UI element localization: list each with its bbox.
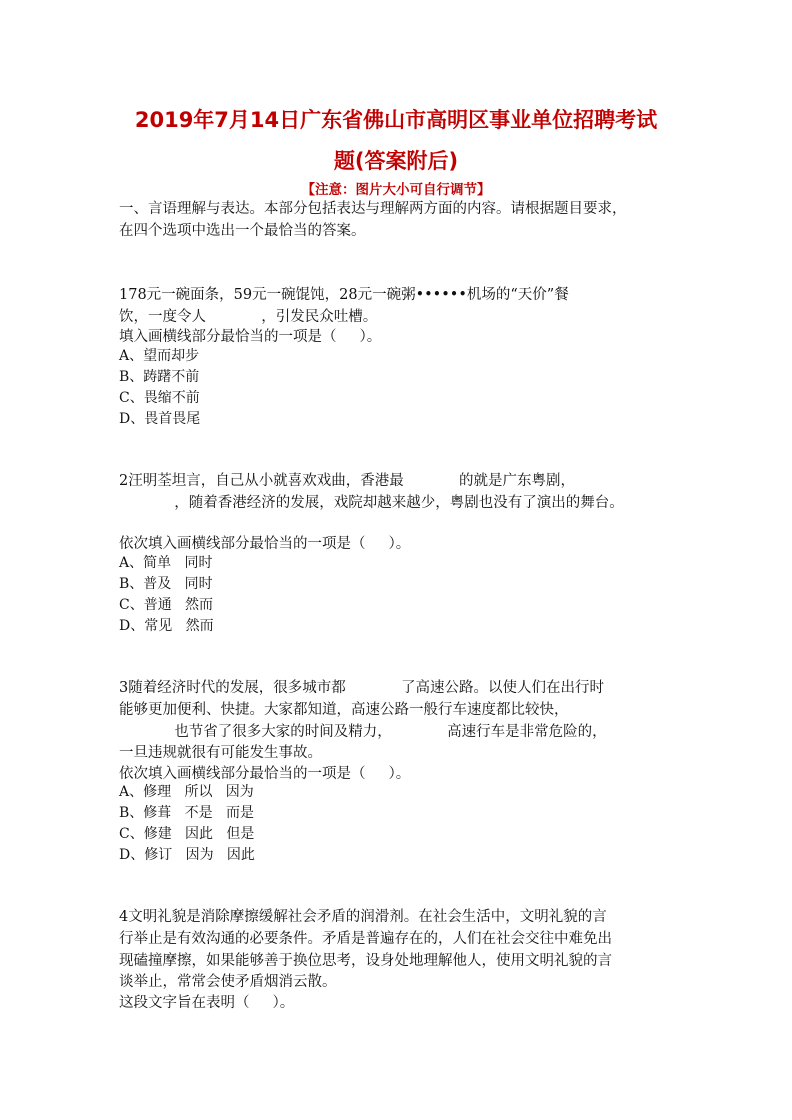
q3-option-c: C、修建 因此 但是 [119, 826, 255, 842]
page-title-line1: 2019年7月14日广东省佛山市高明区事业单位招聘考试 [134, 108, 658, 132]
q1-option-a: A、望而却步 [119, 348, 200, 364]
intro-line-1: 一、言语理解与表达。本部分包括表达与理解两方面的内容。请根据题目要求， [119, 201, 627, 217]
q1-line-1: 178元一碗面条，59元一碗馄饨，28元一碗粥••••••机场的“天价”餐 [119, 287, 569, 303]
q2-option-b: B、普及 同时 [119, 576, 213, 592]
q4-line-1: 4文明礼貌是消除摩擦缓解社会矛盾的润滑剂。在社会生活中，文明礼貌的言 [119, 909, 607, 925]
q2-option-c: C、普通 然而 [119, 597, 214, 613]
q2-option-a: A、简单 同时 [119, 555, 213, 571]
q3-option-a: A、修理 所以 因为 [119, 784, 254, 800]
q4-line-4: 谈举止，常常会使矛盾烟消云散。 [119, 974, 337, 990]
q3-line-3: 也节省了很多大家的时间及精力， 高速行车是非常危险的， [119, 724, 607, 740]
q3-line-1: 3随着经济时代的发展，很多城市都 了高速公路。以使人们在出行时 [119, 680, 605, 696]
q2-prompt: 依次填入画横线部分最恰当的一项是（ ）。 [119, 536, 411, 552]
q2-option-d: D、常见 然而 [119, 618, 214, 634]
q2-line-2: ，随着香港经济的发展，戏院却越来越少，粤剧也没有了演出的舞台。 [119, 495, 624, 511]
q2-line-1: 2汪明荃坦言，自己从小就喜欢戏曲，香港最 的就是广东粤剧， [119, 473, 576, 489]
page-title-line2: 题(答案附后) [333, 149, 459, 173]
intro-line-2: 在四个选项中选出一个最恰当的答案。 [119, 223, 366, 239]
q1-option-b: B、踌躇不前 [119, 369, 200, 385]
q1-option-d: D、畏首畏尾 [119, 411, 201, 427]
q3-line-2: 能够更加便利、快捷。大家都知道，高速公路一般行车速度都比较快， [119, 702, 569, 718]
note: 【注意：图片大小可自行调节】 [301, 182, 491, 198]
q1-line-2: 饮，一度令人 ，引发民众吐槽。 [119, 309, 378, 325]
q1-line-3: 填入画横线部分最恰当的一项是（ ）。 [119, 329, 382, 345]
q4-line-2: 行举止是有效沟通的必要条件。矛盾是普遍存在的，人们在社会交往中难免出 [119, 931, 612, 947]
q3-option-d: D、修订 因为 因此 [119, 847, 255, 863]
q3-option-b: B、修葺 不是 而是 [119, 805, 254, 821]
q1-option-c: C、畏缩不前 [119, 390, 200, 406]
q3-prompt: 依次填入画横线部分最恰当的一项是（ ）。 [119, 766, 411, 782]
q4-prompt: 这段文字旨在表明（ ）。 [119, 995, 295, 1011]
q4-line-3: 现磕撞摩擦，如果能够善于换位思考，设身处地理解他人，使用文明礼貌的言 [119, 953, 612, 969]
q3-line-4: 一旦违规就很有可能发生事故。 [119, 745, 322, 761]
